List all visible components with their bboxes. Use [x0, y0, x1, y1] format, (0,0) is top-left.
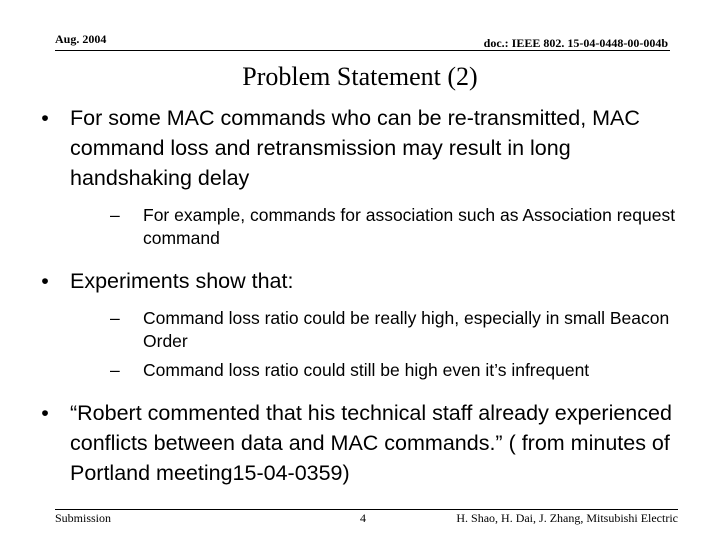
header-doc-id: doc.: IEEE 802. 15-04-0448-00-004b [483, 36, 668, 50]
sub-bullet-item [70, 307, 690, 353]
bullet-item [30, 103, 690, 250]
bullet-icon: • [41, 106, 49, 130]
sub-bullet-text: Command loss ratio could still be high even it’s infrequent [143, 360, 590, 380]
page-number: 4 [360, 511, 366, 525]
bullet-text: Experiments show that: [70, 269, 294, 293]
dash-icon: – [110, 205, 120, 225]
bullet-icon: • [41, 269, 49, 293]
bullet-text: For some MAC commands who can be re-transmitted, MAC command loss and retransmission may result in long handshaking delay [70, 106, 640, 190]
footer-divider [55, 509, 678, 510]
sub-bullet-item [70, 359, 690, 382]
slide-title: Problem Statement (2) [242, 62, 478, 91]
footer-submission: Submission [55, 511, 112, 525]
slide-body [30, 103, 690, 504]
header-divider [55, 50, 670, 51]
sub-bullet-text: Command loss ratio could be really high, especially in small Beacon Order [143, 308, 670, 351]
footer-authors: H. Shao, H. Dai, J. Zhang, Mitsubishi Electric [456, 511, 678, 525]
sub-bullet-text: For example, commands for association such as Association request command [143, 205, 676, 248]
sub-bullet-item [70, 204, 690, 250]
dash-icon: – [110, 360, 120, 380]
bullet-text: “Robert commented that his technical staff already experienced conflicts between data and MAC commands.” ( from minutes of Portland meeting15-04-0359) [70, 401, 672, 485]
dash-icon: – [110, 308, 120, 328]
header-date: Aug. 2004 [55, 32, 107, 46]
bullet-item [30, 398, 690, 488]
bullet-item [30, 266, 690, 382]
bullet-icon: • [41, 401, 49, 425]
